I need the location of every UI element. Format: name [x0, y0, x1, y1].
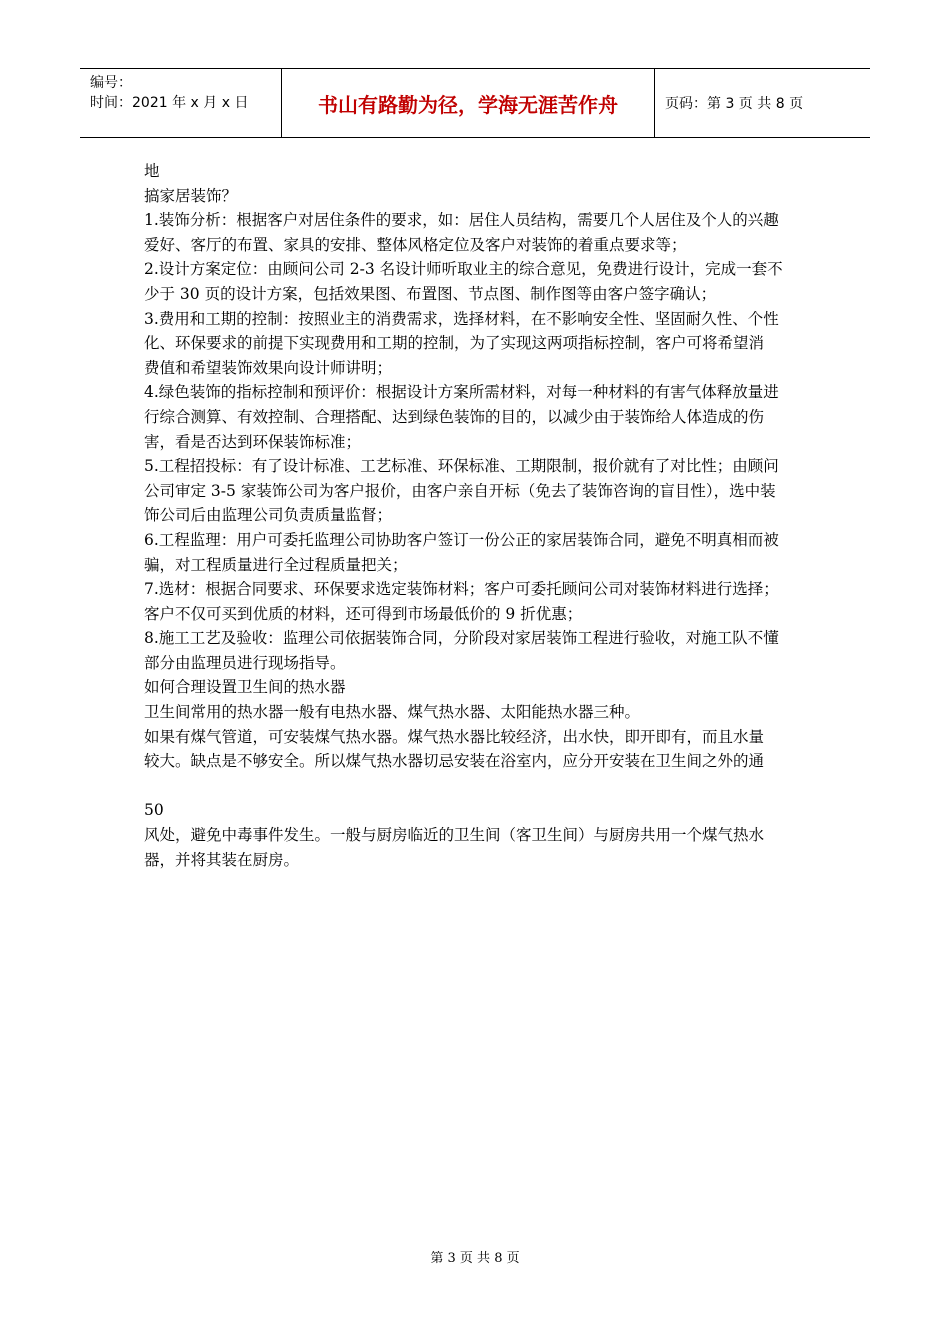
body-line: 2.设计方案定位：由顾问公司 2-3 名设计师听取业主的综合意见，免费进行设计，完成一套不: [144, 260, 783, 279]
body-line: 部分由监理员进行现场指导。: [144, 653, 346, 672]
page-label: 页码：第 3 页 共 8 页: [665, 96, 804, 112]
blank-line: [144, 774, 814, 799]
page-header: [80, 68, 870, 138]
section-heading: 如何合理设置卫生间的热水器: [144, 678, 346, 697]
body-line: 3.费用和工期的控制：按照业主的消费需求，选择材料，在不影响安全性、坚固耐久性、个性: [144, 309, 779, 328]
body-line: 如果有煤气管道，可安装煤气热水器。煤气热水器比较经济，出水快，即开即有，而且水量: [144, 727, 765, 746]
body-line: 卫生间常用的热水器一般有电热水器、煤气热水器、太阳能热水器三种。: [144, 703, 641, 722]
header-meta: [80, 69, 282, 137]
body-line: 客户不仅可买到优质的材料，还可得到市场最低价的 9 折优惠；: [144, 604, 583, 623]
body-line: 1.装饰分析：根据客户对居住条件的要求，如：居住人员结构，需要几个人居住及个人的兴趣: [144, 211, 779, 230]
body-line: 害，看是否达到环保装饰标准；: [144, 432, 362, 451]
body-line: 7.选材：根据合同要求、环保要求选定装饰材料；客户可委托顾问公司对装饰材料进行选择；: [144, 580, 779, 599]
motto: 书山有路勤为径，学海无涯苦作舟: [282, 69, 655, 137]
date-label: 时间：2021 年 x 月 x 日: [90, 95, 249, 111]
body-line: 6.工程监理：用户可委托监理公司协助客户签订一份公正的家居装饰合同，避免不明真相而被: [144, 530, 779, 549]
page-footer: 第 3 页 共 8 页: [430, 1251, 520, 1266]
body-line: 骗，对工程质量进行全过程质量把关；: [144, 555, 408, 574]
body-line: 费值和希望装饰效果向设计师讲明；: [144, 358, 393, 377]
body-line: 器，并将其装在厨房。: [144, 850, 300, 869]
body-line: 5.工程招投标：有了设计标准、工艺标准、环保标准、工期限制，报价就有了对比性；由顾问: [144, 457, 779, 476]
body-line: 风处，避免中毒事件发生。一般与厨房临近的卫生间（客卫生间）与厨房共用一个煤气热水: [144, 826, 765, 845]
body-line: 地: [144, 162, 160, 180]
page-number-mark: 50: [144, 801, 164, 820]
body-line: 搞家居装饰？: [144, 186, 238, 205]
body-line: 爱好、客厅的布置、家具的安排、整体风格定位及客户对装饰的着重点要求等；: [144, 235, 687, 254]
body-line: 8.施工工艺及验收：监理公司依据装饰合同，分阶段对家居装饰工程进行验收，对施工队不懂: [144, 629, 779, 648]
body-line: 饰公司后由监理公司负责质量监督；: [144, 506, 393, 525]
body-line: 少于 30 页的设计方案，包括效果图、布置图、节点图、制作图等由客户签字确认；: [144, 284, 717, 303]
body-line: 公司审定 3-5 家装饰公司为客户报价，由客户亲自开标（免去了装饰咨询的盲目性），选中装: [144, 481, 776, 500]
number-label: 编号：: [90, 75, 132, 91]
document-body: [144, 159, 814, 872]
body-line: 行综合测算、有效控制、合理搭配、达到绿色装饰的目的，以减少由于装饰给人体造成的伤: [144, 407, 765, 426]
body-line: 较大。缺点是不够安全。所以煤气热水器切忌安装在浴室内，应分开安装在卫生间之外的通: [144, 752, 765, 771]
body-line: 4.绿色装饰的指标控制和预评价：根据设计方案所需材料，对每一种材料的有害气体释放量进: [144, 383, 779, 402]
body-line: 化、环保要求的前提下实现费用和工期的控制，为了实现这两项指标控制，客户可将希望消: [144, 334, 765, 353]
